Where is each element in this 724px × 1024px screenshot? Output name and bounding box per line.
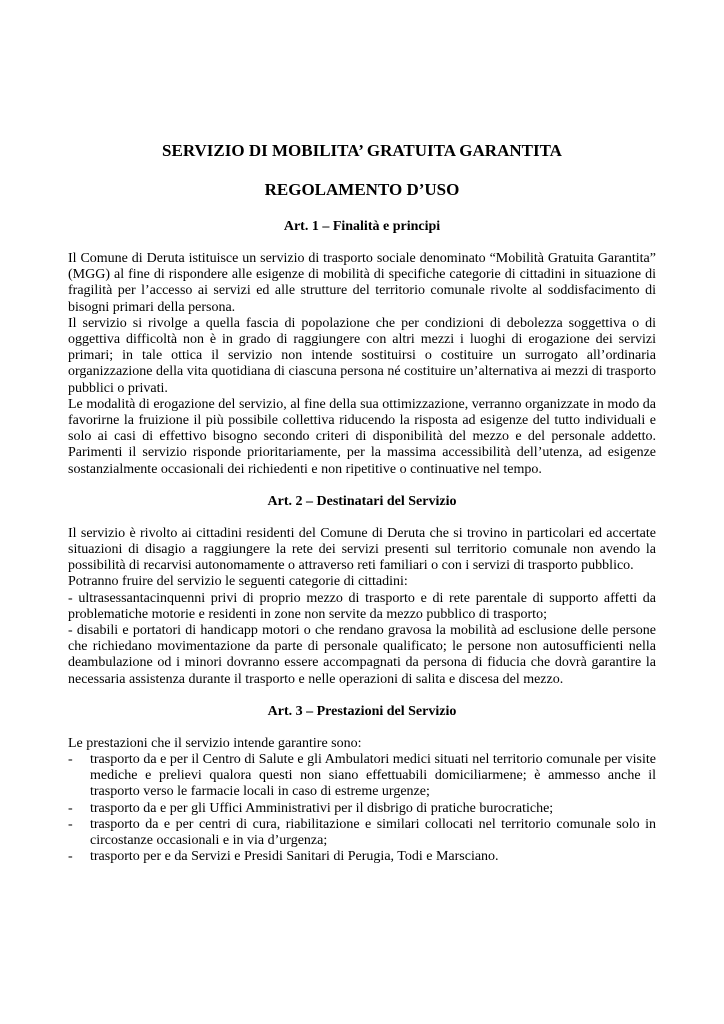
article-1-paragraph: Le modalità di erogazione del servizio, al fine della sua ottimizzazione, verranno organizzate in modo da favorirne la fruizione il più possibile collettiva riducendo la risposta ad esigenze del tutto individuali e solo ai casi di effettivo bisogno secondo criteri di disponibilità del mezzo e del personale addetto. Parimenti il servizio risponde prioritariamente, per la massima accessibilità dell’utenza, ad esigenze sostanzialmente occasionali dei richiedenti e non ripetitive o continuative nel tempo. <box>68 396 656 477</box>
article-2-paragraph: Potranno fruire del servizio le seguenti categorie di cittadini: <box>68 574 408 590</box>
list-dash: - <box>68 752 73 768</box>
article-3-heading: Art. 3 – Prestazioni del Servizio <box>267 703 457 719</box>
article-2-category: - disabili e portatori di handicapp motori o che rendano gravosa la mobilità ad esclusione delle persone che richiedano movimentazione da parte di personale qualificato; le persone non autosufficienti nella deambulazione od i minori dovranno essere accompagnati da persona di fiducia che dovrà garantire la necessaria assistenza durante il trasporto e nelle operazioni di salita e discesa del mezzo. <box>68 623 656 687</box>
list-item <box>68 752 656 801</box>
article-2-body <box>68 526 656 688</box>
article-2-heading: Art. 2 – Destinatari del Servizio <box>267 493 457 509</box>
article-3-body <box>68 736 656 866</box>
list-dash: - <box>68 849 73 865</box>
list-dash: - <box>68 816 73 832</box>
document-title: SERVIZIO DI MOBILITA’ GRATUITA GARANTITA <box>162 141 562 160</box>
list-dash: - <box>68 800 73 816</box>
list-item <box>68 817 656 849</box>
list-item-text: trasporto da e per centri di cura, riabilitazione e similari collocati nel territorio comunale solo in circostanze occasionali e in via d’urgenza; <box>90 816 656 849</box>
article-1 <box>68 218 656 478</box>
document-subtitle: REGOLAMENTO D’USO <box>264 180 460 199</box>
article-3-intro: Le prestazioni che il servizio intende garantire sono: <box>68 735 362 751</box>
list-item-text: trasporto da e per il Centro di Salute e gli Ambulatori medici situati nel territorio comunale per visite mediche e prelievi qualora questi non siano effettuabili domiciliarmene; è ammesso anche il trasporto verso le farmacie locali in caso di estreme urgenze; <box>90 752 656 800</box>
article-3 <box>68 703 656 866</box>
article-2 <box>68 493 656 688</box>
list-item <box>68 801 656 817</box>
article-3-list <box>68 752 656 865</box>
article-2-category: - ultrasessantacinquenni privi di proprio mezzo di trasporto e di rete parentale di supporto affetti da problematiche motorie e residenti in zone non servite da mezzo pubblico di trasporto; <box>68 590 656 622</box>
article-1-paragraph: Il servizio si rivolge a quella fascia di popolazione che per condizioni di debolezza soggettiva o di oggettiva difficoltà non è in grado di raggiungere con altri mezzi i luoghi di erogazione dei servizi primari; in tale ottica il servizio non intende sostituirsi o costituire un surrogato all’ordinaria organizzazione della vita quotidiana di ciascuna persona né costituire un’alternativa ai mezzi di trasporto pubblici o privati. <box>68 315 656 396</box>
list-item <box>68 849 656 865</box>
article-1-paragraph: Il Comune di Deruta istituisce un servizio di trasporto sociale denominato “Mobilità Gratuita Garantita” (MGG) al fine di rispondere alle esigenze di mobilità di specifiche categorie di cittadini in situazione di fragilità per l’accesso ai servizi ed alle strutture del territorio comunale rivolte al soddisfacimento di bisogni primari della persona. <box>68 251 656 315</box>
list-item-text: trasporto per e da Servizi e Presidi Sanitari di Perugia, Todi e Marsciano. <box>90 849 499 865</box>
document-page <box>68 140 656 866</box>
article-1-heading: Art. 1 – Finalità e principi <box>283 219 441 234</box>
list-item-text: trasporto da e per gli Uffici Amministrativi per il disbrigo di pratiche burocratiche; <box>90 800 554 816</box>
article-1-body <box>68 251 656 478</box>
article-2-paragraph: Il servizio è rivolto ai cittadini residenti del Comune di Deruta che si trovino in particolari ed accertate situazioni di disagio a raggiungere la rete dei servizi presenti sul territorio comunale non avendo la possibilità di recarvisi autonomamente o attraverso reti familiari o con i servizi di trasporto pubblico. <box>68 525 656 574</box>
